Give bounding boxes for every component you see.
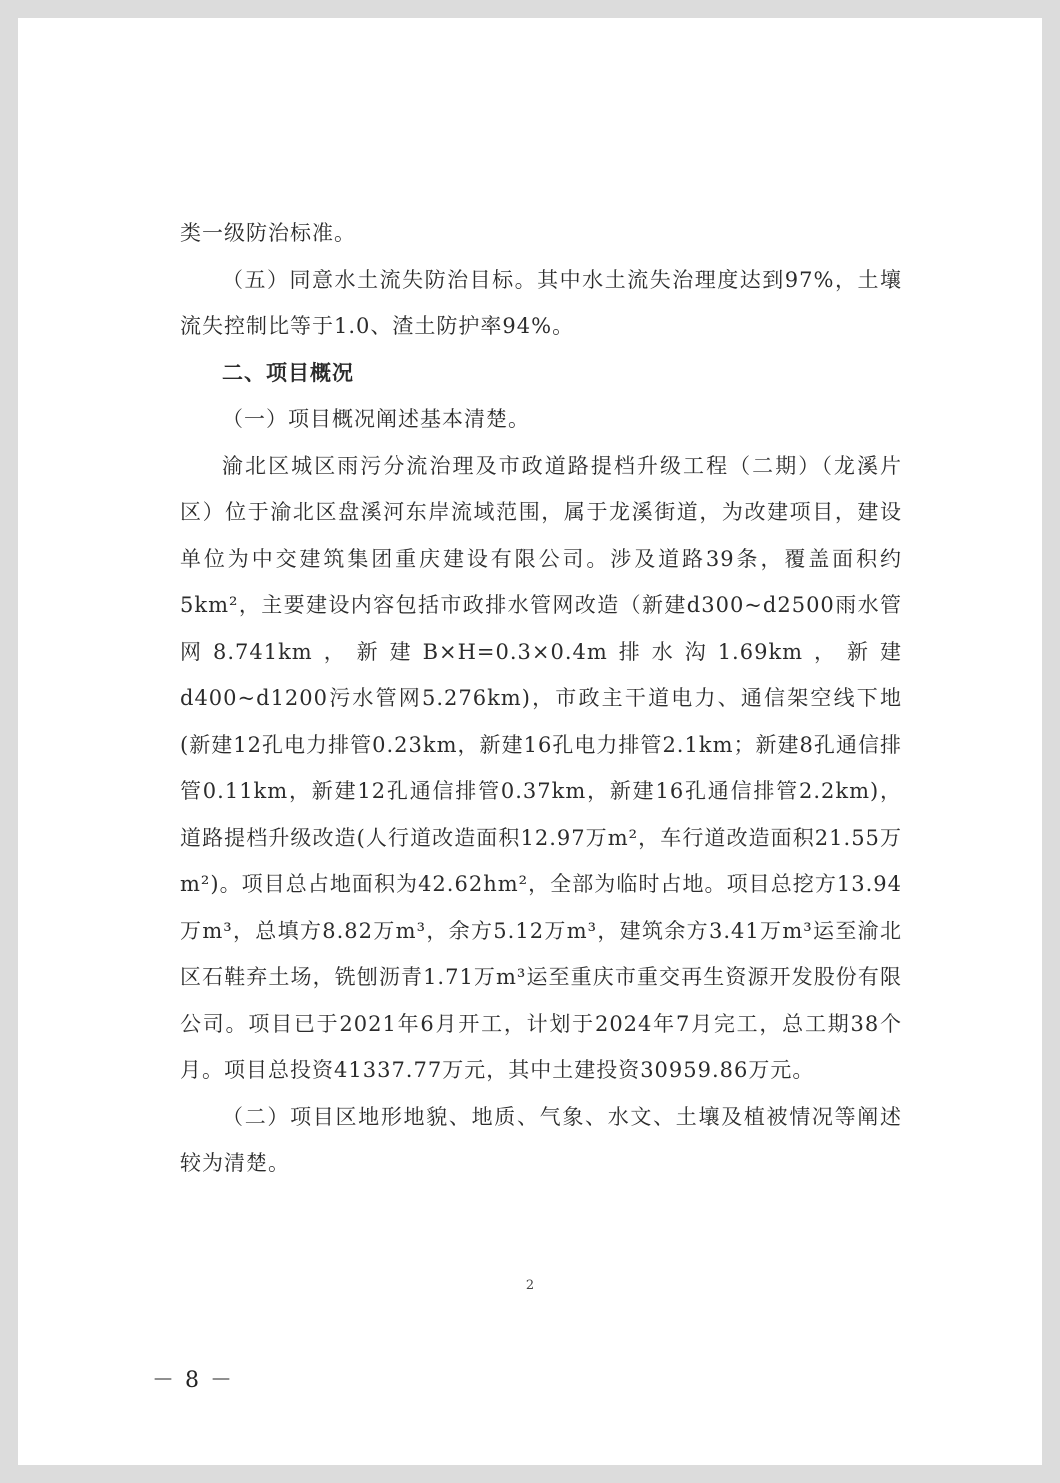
paragraph-project-description: 渝北区城区雨污分流治理及市政道路提档升级工程（二期）（龙溪片区）位于渝北区盘溪河东岸流域范围，属于龙溪街道，为改建项目，建设单位为中交建筑集团重庆建设有限公司。涉及道路39条，覆盖面积约5km²，主要建设内容包括市政排水管网改造（新建d300~d2500雨水管网8.741km，新建B×H=0.3×0.4m排水沟1.69km，新建d400~d1200污水管网5.276km)，市政主干道电力、通信架空线下地(新建12孔电力排管0.23km，新建16孔电力排管2.1km；新建8孔通信排管0.11km，新建12孔通信排管0.37km，新建16孔通信排管2.2km)，道路提档升级改造(人行道改造面积12.97万m²，车行道改造面积21.55万m²)。项目总占地面积为42.62hm²，全部为临时占地。项目总挖方13.94万m³，总填方8.82万m³，余方5.12万m³，建筑余方3.41万m³运至渝北区石鞋弃土场，铣刨沥青1.71万m³运至重庆市重交再生资源开发股份有限公司。项目已于2021年6月开工，计划于2024年7月完工，总工期38个月。项目总投资41337.77万元，其中土建投资30959.86万元。 [180, 453, 902, 1082]
paragraph-continuation: 类一级防治标准。 [180, 221, 356, 245]
outer-page-number: － 8 － [152, 1368, 234, 1393]
paragraph-terrain-description: （二）项目区地形地貌、地质、气象、水文、土壤及植被情况等阐述较为清楚。 [180, 1104, 902, 1175]
section-heading-project-overview: 二、项目概况 [222, 360, 354, 385]
document-body [180, 210, 902, 1187]
paragraph-overview-summary: （一）项目概况阐述基本清楚。 [222, 407, 530, 431]
document-page [18, 18, 1042, 1465]
paragraph-prevention-target: （五）同意水土流失防治目标。其中水土流失治理度达到97%，土壤流失控制比等于1.0、渣土防护率94%。 [180, 267, 902, 338]
inner-page-number: 2 [525, 1278, 535, 1293]
